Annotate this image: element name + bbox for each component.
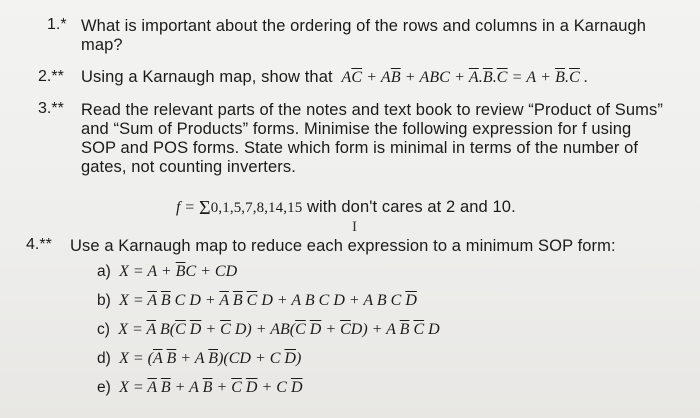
q2-equation: $A\overline{C} + A\overline{B}$ + ABC + $\overline{A}.\overline{B}.\overline{C} = A + \overline{B}.\overline{C}$ . [337,69,589,86]
q3-minterms: 0,1,5,7,8,14,15 [210,200,303,216]
expr-e: $X = \overline{A}$ $\overline{B} + A$ $\overline{B} + \overline{C}$ $\overline{D} + C$ $\overline{D}$ [115,379,303,396]
q4-part-a [97,263,237,281]
text-cursor-icon: I [352,219,357,235]
q4-part-b [97,292,417,310]
q2-number: 2.** [38,68,64,85]
q4-number: 4.** [26,236,52,253]
q1-text-line-2: map? [81,36,123,54]
q2-lead: Using a Karnaugh map, show that [81,68,333,86]
part-label: d) [97,350,111,367]
q4-part-d [97,350,301,368]
part-label: b) [97,292,111,309]
q1-number: 1.* [47,16,67,33]
part-label: a) [97,263,111,280]
q4-part-c [97,321,440,339]
part-label: c) [97,321,110,338]
q2-text [81,68,588,87]
q3-text-line-4: gates, not counting inverters. [81,158,296,176]
expr-c: $X = \overline{A}$ $B(\overline{C}$ $\overline{D} + \overline{C}$ $D) + AB(\overline{C}$ $\overline{D} + \overline{C}D) + A$ $\overline{B}$ $\overline{C}$ D [114,321,440,338]
expr-d: $X = (\overline{A}$ $\overline{B} + A$ $\overline{B})(CD + C$ $\overline{D}$) [115,350,302,367]
q3-number: 3.** [38,100,64,117]
q3-formula: f = Σ0,1,5,7,8,14,15 with don't cares at 2 and 10. [176,197,516,219]
q3-text-line-3: SOP and POS forms. State which form is minimal in terms of the number of [81,139,639,157]
q3-formula-tail: with don't cares at 2 and 10. [306,198,516,216]
expr-a: $X = A + \overline{B}C$ + CD [115,263,238,280]
q3-text-line-2: and “Sum of Products” forms. Minimise the following expression for f using [81,120,632,138]
q4-part-e [97,379,303,397]
q1-text-line-1: What is important about the ordering of the rows and columns in a Karnaugh [81,17,647,35]
sigma-symbol: Σ [199,197,211,219]
q3-text-line-1: Read the relevant parts of the notes and text book to review “Product of Sums” [81,101,663,119]
part-label: e) [97,379,111,396]
q4-lead: Use a Karnaugh map to reduce each expression to a minimum SOP form: [70,237,616,255]
expr-b: $X = \overline{A}$ $\overline{B}$ C $D + \overline{A}$ $\overline{B}$ $\overline{C}$ D + A B C D + A B C $\overline{D}$ [115,292,417,309]
